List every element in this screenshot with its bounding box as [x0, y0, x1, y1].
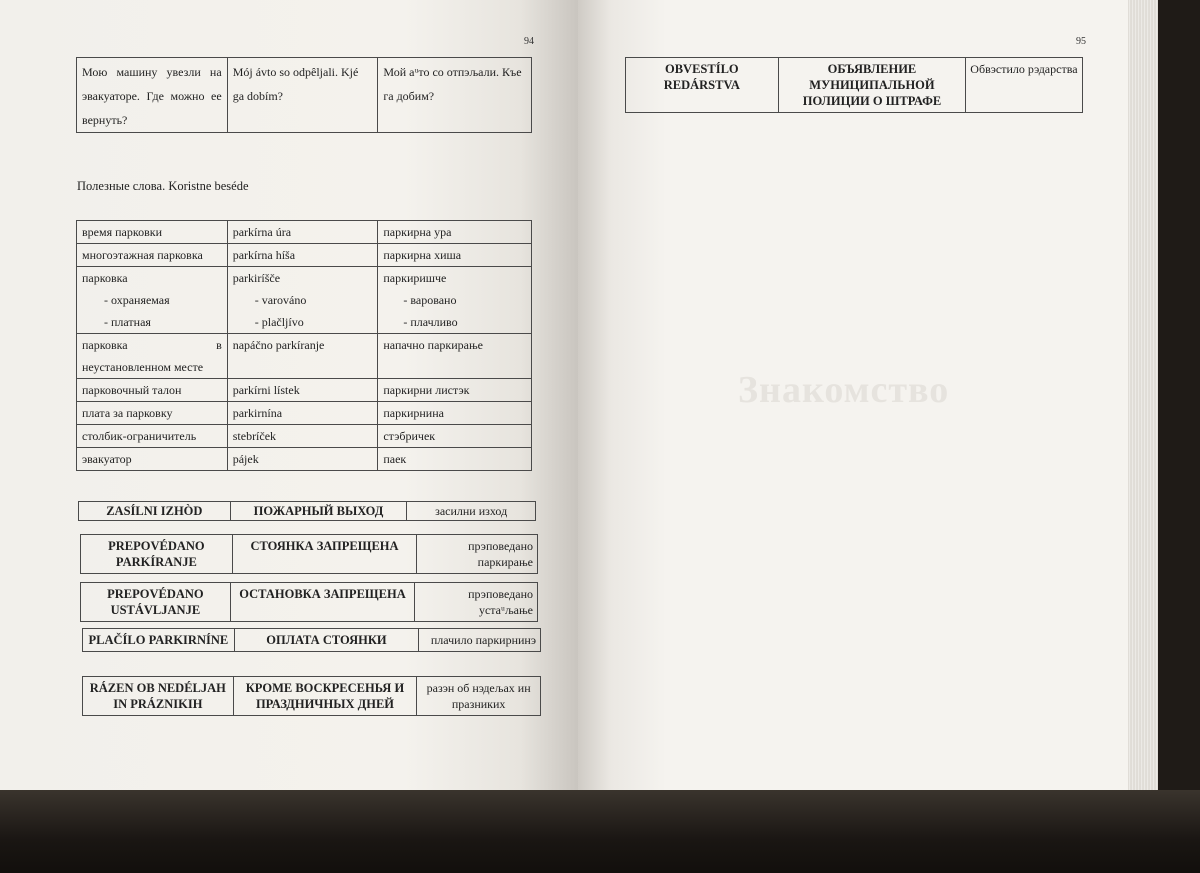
sign-ru: ОСТАНОВКА ЗАПРЕЩЕНА — [230, 583, 414, 622]
sign-table — [82, 676, 541, 716]
word-ru — [77, 334, 228, 379]
word-sl-sub: - varováno — [254, 293, 307, 307]
word-sl: parkiríšče — [232, 271, 281, 285]
sign-sl: RÁZEN OB NEDÉLJAH IN PRÁZNIKIH — [83, 677, 234, 716]
sign-ru: ОБЪЯВЛЕНИЕ МУНИЦИПАЛЬНОЙ ПОЛИЦИИ О ШТРАФЕ — [778, 58, 966, 113]
word-cy: паркирна ура — [378, 221, 532, 244]
word-sl: stebríček — [227, 425, 378, 448]
page-edges — [1128, 0, 1158, 810]
sign-cy: плачило паркирнинэ — [419, 629, 541, 652]
sign-ru: СТОЯНКА ЗАПРЕЩЕНА — [232, 535, 416, 574]
page-number: 95 — [1076, 36, 1086, 47]
word-cy-sub: - плачливо — [403, 315, 458, 329]
sign-sl: OBVESTÍLO REDÁRSTVA — [626, 58, 779, 113]
word-ru: столбик-ограничитель — [77, 425, 228, 448]
sign-ru: ОПЛАТА СТОЯНКИ — [234, 629, 419, 652]
sign-sl: PREPOVÉDANO PARKÍRANJE — [81, 535, 233, 574]
bleed-through-heading: Знакомство — [738, 369, 950, 411]
table-row — [77, 244, 532, 267]
word-ru: многоэтажная парковка — [77, 244, 228, 267]
word-sl: parkírna híša — [227, 244, 378, 267]
background-shadow — [0, 790, 1200, 873]
word-cy: паркиришче — [383, 271, 447, 285]
sign-cy: разэн об нэдељах ин празниких — [417, 677, 541, 716]
sign-table — [78, 501, 536, 521]
word-ru-part: неустановленном месте — [82, 360, 204, 374]
table-row — [77, 425, 532, 448]
table-row — [77, 267, 532, 334]
word-cy — [378, 267, 532, 334]
sign-sl: PREPOVÉDANO USTÁVLJANJE — [81, 583, 231, 622]
table-cell: Мою машину увезли на эвакуаторе. Где можно ее вернуть? — [77, 58, 228, 133]
sign-ru: ПОЖАРНЫЙ ВЫХОД — [230, 502, 407, 521]
table-row — [81, 535, 538, 574]
word-sl: parkirnína — [227, 402, 378, 425]
word-cy: паркирнина — [378, 402, 532, 425]
sign-table — [80, 534, 538, 574]
word-ru-sub: - платная — [104, 315, 151, 329]
word-ru: парковка — [82, 271, 128, 285]
word-ru-part: в — [216, 338, 222, 352]
table-row — [79, 502, 536, 521]
sign-sl: ZASÍLNI IZHÒD — [79, 502, 231, 521]
word-cy-sub: - варовано — [403, 293, 457, 307]
sign-cy: прэповедано устаᵘљање — [415, 583, 538, 622]
word-sl-sub: - plačljívo — [254, 315, 304, 329]
table-cell: Mój ávto so odpêljali. Kjé ga dobím? — [227, 58, 378, 133]
word-sl: parkírna úra — [227, 221, 378, 244]
word-cy: паркирни листэк — [378, 379, 532, 402]
table-row — [81, 583, 538, 622]
sign-ru: КРОМЕ ВОСКРЕСЕНЬЯ И ПРАЗДНИЧНЫХ ДНЕЙ — [233, 677, 417, 716]
sign-table — [80, 582, 538, 622]
sign-cy: прэповедано паркирање — [417, 535, 538, 574]
word-ru — [77, 267, 228, 334]
vocabulary-table — [76, 220, 532, 471]
sign-cy: Обвэстило рэдарства — [966, 58, 1083, 113]
word-ru: эвакуатор — [77, 448, 228, 471]
table-row — [77, 221, 532, 244]
table-row — [83, 629, 541, 652]
sign-cy: засилни изход — [407, 502, 536, 521]
table-row — [83, 677, 541, 716]
sign-sl: PLAČÍLO PARKIRNÍNE — [83, 629, 235, 652]
sign-table — [625, 57, 1083, 113]
word-ru: парковочный талон — [77, 379, 228, 402]
word-ru: плата за парковку — [77, 402, 228, 425]
table-row — [77, 402, 532, 425]
table-row — [77, 379, 532, 402]
word-sl: parkírni lístek — [227, 379, 378, 402]
word-sl — [227, 267, 378, 334]
sign-table — [82, 628, 541, 652]
table-cell: Мой аᵘто со отпэљали. Къе га добим? — [378, 58, 532, 133]
page-number: 94 — [524, 36, 534, 47]
word-cy: паркирна хиша — [378, 244, 532, 267]
table-row — [626, 58, 1083, 113]
word-sl: pájek — [227, 448, 378, 471]
word-ru-part: парковка — [82, 338, 128, 352]
word-ru-sub: - охраняемая — [104, 293, 170, 307]
table-row — [77, 448, 532, 471]
word-cy: паек — [378, 448, 532, 471]
word-cy: напачно паркирање — [378, 334, 532, 379]
section-title: Полезные слова. Koristne beséde — [77, 179, 249, 193]
word-cy: стэбричек — [378, 425, 532, 448]
left-page — [0, 0, 578, 790]
table-row — [77, 334, 532, 379]
table-row — [77, 58, 532, 133]
phrase-table — [76, 57, 532, 133]
word-sl: napáčno parkíranje — [227, 334, 378, 379]
word-ru: время парковки — [77, 221, 228, 244]
